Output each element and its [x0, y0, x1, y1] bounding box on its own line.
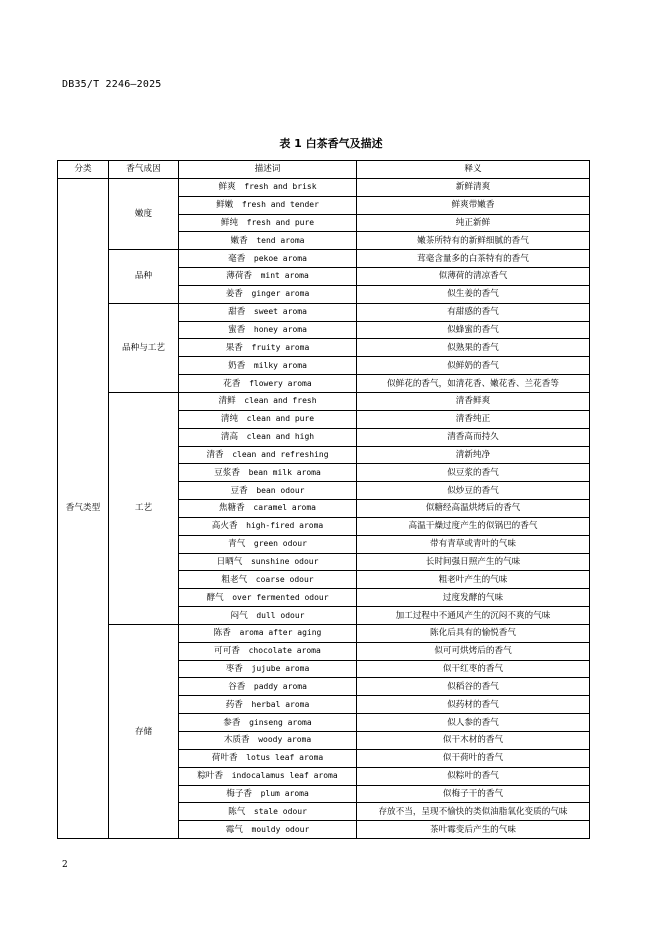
- descriptor-english: sunshine odour: [250, 556, 319, 566]
- meaning-cell: 茶叶霉变后产生的气味: [357, 821, 590, 839]
- meaning-cell: 似蜂蜜的香气: [357, 321, 590, 339]
- descriptor-chinese: 枣香: [225, 664, 243, 675]
- descriptor-cell: [179, 624, 357, 642]
- descriptor-cell: [179, 268, 357, 286]
- cause-cell: 品种与工艺: [109, 303, 179, 392]
- meaning-cell: 嫩茶所特有的新鲜细腻的香气: [357, 232, 590, 250]
- descriptor-english: clean and pure: [246, 414, 315, 424]
- table-title: 表 1 白茶香气及描述: [279, 137, 383, 150]
- descriptor-chinese: 药香: [225, 699, 243, 710]
- meaning-cell: 似药材的香气: [357, 696, 590, 714]
- descriptor-chinese: 高火香: [211, 521, 238, 532]
- meaning-cell: 长时间强日照产生的气味: [357, 553, 590, 571]
- descriptor-cell: [179, 232, 357, 250]
- descriptor-cell: [179, 321, 357, 339]
- descriptor-cell: [179, 785, 357, 803]
- cause-cell: 品种: [109, 250, 179, 304]
- meaning-cell: 似鲜花的香气，如清花香、嫩花香、兰花香等: [357, 375, 590, 393]
- meaning-cell: 过度发酵的气味: [357, 589, 590, 607]
- meaning-cell: 陈化后具有的愉悦香气: [357, 624, 590, 642]
- table-header-row: [58, 161, 590, 179]
- descriptor-chinese: 清香: [206, 449, 224, 460]
- descriptor-cell: [179, 375, 357, 393]
- descriptor-cell: [179, 464, 357, 482]
- descriptor-chinese: 鲜纯: [220, 217, 239, 228]
- meaning-cell: 带有青草或青叶的气味: [357, 535, 590, 553]
- descriptor-english: ginger aroma: [251, 289, 310, 299]
- descriptor-cell: [179, 428, 357, 446]
- descriptor-chinese: 奶香: [228, 360, 246, 371]
- descriptor-english: aroma after aging: [239, 628, 322, 638]
- descriptor-chinese: 霉气: [225, 824, 243, 835]
- descriptor-chinese: 清纯: [220, 414, 239, 425]
- meaning-cell: 存放不当，呈现不愉快的类似油脂氧化变质的气味: [357, 803, 590, 821]
- descriptor-english: jujube aroma: [251, 664, 310, 674]
- meaning-cell: 高温干燥过度产生的似锅巴的香气: [357, 517, 590, 535]
- cause-cell: 存储: [109, 624, 179, 838]
- descriptor-chinese: 姜香: [225, 289, 243, 300]
- descriptor-chinese: 粗老气: [221, 574, 248, 585]
- meaning-cell: 似熟果的香气: [357, 339, 590, 357]
- descriptor-chinese: 梅子香: [226, 788, 253, 799]
- descriptor-english: high-fired aroma: [246, 521, 324, 531]
- aroma-table: [57, 160, 590, 839]
- meaning-cell: 清新纯净: [357, 446, 590, 464]
- descriptor-cell: [179, 607, 357, 625]
- meaning-cell: 似鲜奶的香气: [357, 357, 590, 375]
- descriptor-chinese: 果香: [225, 342, 243, 353]
- descriptor-cell: [179, 535, 357, 553]
- descriptor-cell: [179, 178, 357, 196]
- descriptor-cell: [179, 642, 357, 660]
- descriptor-chinese: 毫香: [228, 253, 246, 264]
- document-code: DB35/T 2246—2025: [62, 79, 162, 90]
- descriptor-cell: [179, 714, 357, 732]
- descriptor-english: clean and fresh: [244, 396, 317, 406]
- meaning-cell: 似豆浆的香气: [357, 464, 590, 482]
- table-row: [58, 250, 590, 268]
- descriptor-english: fruity aroma: [251, 342, 310, 352]
- descriptor-english: paddy aroma: [253, 681, 307, 691]
- descriptor-chinese: 焦糖香: [218, 503, 245, 514]
- category-cell: 香气类型: [58, 178, 109, 838]
- descriptor-english: indocalamus leaf aroma: [231, 771, 338, 781]
- descriptor-chinese: 参香: [223, 717, 241, 728]
- descriptor-cell: [179, 660, 357, 678]
- cause-cell: 工艺: [109, 392, 179, 624]
- meaning-cell: 似稻谷的香气: [357, 678, 590, 696]
- descriptor-cell: [179, 678, 357, 696]
- descriptor-cell: [179, 214, 357, 232]
- descriptor-chinese: 闷气: [230, 610, 248, 621]
- descriptor-cell: [179, 392, 357, 410]
- descriptor-english: lotus leaf aroma: [246, 753, 324, 763]
- descriptor-cell: [179, 410, 357, 428]
- table-row: [58, 624, 590, 642]
- descriptor-chinese: 花香: [223, 378, 241, 389]
- descriptor-chinese: 豆香: [230, 485, 248, 496]
- descriptor-chinese: 清高: [220, 432, 239, 443]
- descriptor-english: fresh and brisk: [244, 182, 317, 192]
- meaning-cell: 粗老叶产生的气味: [357, 571, 590, 589]
- table-body: [58, 178, 590, 838]
- meaning-cell: 似可可烘烤后的香气: [357, 642, 590, 660]
- descriptor-english: fresh and pure: [246, 217, 315, 227]
- descriptor-english: ginseng aroma: [249, 717, 312, 727]
- header-cause: 香气成因: [109, 161, 179, 179]
- descriptor-cell: [179, 482, 357, 500]
- descriptor-english: pekoe aroma: [253, 253, 307, 263]
- descriptor-chinese: 荷叶香: [211, 753, 238, 764]
- meaning-cell: 似人参的香气: [357, 714, 590, 732]
- descriptor-cell: [179, 821, 357, 839]
- meaning-cell: 清香高而持久: [357, 428, 590, 446]
- descriptor-cell: [179, 500, 357, 518]
- descriptor-cell: [179, 303, 357, 321]
- descriptor-chinese: 日晒气: [216, 556, 243, 567]
- table-row: [58, 178, 590, 196]
- descriptor-english: mint aroma: [260, 271, 309, 281]
- descriptor-chinese: 嫩香: [230, 235, 248, 246]
- descriptor-english: clean and refreshing: [232, 449, 329, 459]
- descriptor-cell: [179, 517, 357, 535]
- descriptor-chinese: 谷香: [228, 681, 246, 692]
- descriptor-chinese: 可可香: [214, 646, 240, 657]
- cause-cell: 嫩度: [109, 178, 179, 249]
- meaning-cell: 似粽叶的香气: [357, 767, 590, 785]
- descriptor-english: bean milk aroma: [248, 467, 321, 477]
- descriptor-cell: [179, 571, 357, 589]
- meaning-cell: 似干红枣的香气: [357, 660, 590, 678]
- descriptor-english: sweet aroma: [253, 307, 307, 317]
- descriptor-english: coarse odour: [255, 574, 314, 584]
- descriptor-chinese: 薄荷香: [226, 271, 253, 282]
- meaning-cell: 似糖经高温烘烤后的香气: [357, 500, 590, 518]
- meaning-cell: 似干木材的香气: [357, 732, 590, 750]
- header-category: 分类: [58, 161, 109, 179]
- descriptor-cell: [179, 339, 357, 357]
- descriptor-chinese: 甜香: [228, 307, 246, 318]
- descriptor-chinese: 鲜爽: [218, 182, 236, 193]
- descriptor-cell: [179, 767, 357, 785]
- meaning-cell: 似生姜的香气: [357, 285, 590, 303]
- descriptor-cell: [179, 285, 357, 303]
- meaning-cell: 似炒豆的香气: [357, 482, 590, 500]
- descriptor-cell: [179, 589, 357, 607]
- page-number: 2: [62, 860, 68, 870]
- descriptor-english: caramel aroma: [253, 503, 316, 513]
- meaning-cell: 似薄荷的清凉香气: [357, 268, 590, 286]
- descriptor-cell: [179, 446, 357, 464]
- descriptor-chinese: 青气: [228, 539, 246, 550]
- meaning-cell: 清香纯正: [357, 410, 590, 428]
- descriptor-english: tend aroma: [256, 235, 305, 245]
- descriptor-chinese: 陈气: [228, 806, 246, 817]
- descriptor-chinese: 豆浆香: [214, 467, 240, 478]
- descriptor-cell: [179, 250, 357, 268]
- meaning-cell: 纯正新鲜: [357, 214, 590, 232]
- descriptor-chinese: 陈香: [213, 628, 231, 639]
- descriptor-english: stale odour: [253, 806, 307, 816]
- descriptor-cell: [179, 803, 357, 821]
- meaning-cell: 似干荷叶的香气: [357, 749, 590, 767]
- header-meaning: 释义: [357, 161, 590, 179]
- descriptor-english: dull odour: [256, 610, 305, 620]
- descriptor-cell: [179, 357, 357, 375]
- meaning-cell: 新鲜清爽: [357, 178, 590, 196]
- descriptor-english: woody aroma: [258, 735, 312, 745]
- meaning-cell: 清香鲜爽: [357, 392, 590, 410]
- descriptor-english: chocolate aroma: [248, 646, 321, 656]
- descriptor-chinese: 木质香: [223, 735, 250, 746]
- descriptor-english: fresh and tender: [241, 200, 319, 210]
- descriptor-english: plum aroma: [260, 788, 309, 798]
- meaning-cell: 鲜爽带嫩香: [357, 196, 590, 214]
- meaning-cell: 茸毫含量多的白茶特有的香气: [357, 250, 590, 268]
- descriptor-english: bean odour: [256, 485, 305, 495]
- descriptor-english: mouldy odour: [251, 824, 310, 834]
- table-row: [58, 392, 590, 410]
- descriptor-cell: [179, 196, 357, 214]
- descriptor-chinese: 酵气: [206, 592, 224, 603]
- descriptor-chinese: 粽叶香: [197, 771, 224, 782]
- descriptor-english: flowery aroma: [249, 378, 312, 388]
- meaning-cell: 有甜感的香气: [357, 303, 590, 321]
- descriptor-english: green odour: [253, 539, 307, 549]
- descriptor-english: over fermented odour: [232, 592, 329, 602]
- meaning-cell: 加工过程中不通风产生的沉闷不爽的气味: [357, 607, 590, 625]
- descriptor-english: herbal aroma: [251, 699, 310, 709]
- header-descriptor: 描述词: [179, 161, 357, 179]
- descriptor-chinese: 清鲜: [218, 396, 236, 407]
- descriptor-cell: [179, 553, 357, 571]
- descriptor-cell: [179, 732, 357, 750]
- descriptor-cell: [179, 749, 357, 767]
- meaning-cell: 似梅子干的香气: [357, 785, 590, 803]
- descriptor-english: clean and high: [246, 432, 315, 442]
- descriptor-cell: [179, 696, 357, 714]
- descriptor-chinese: 鲜嫩: [216, 200, 234, 211]
- descriptor-chinese: 蜜香: [228, 325, 246, 336]
- descriptor-english: honey aroma: [253, 325, 307, 335]
- descriptor-english: milky aroma: [253, 360, 307, 370]
- table-row: [58, 303, 590, 321]
